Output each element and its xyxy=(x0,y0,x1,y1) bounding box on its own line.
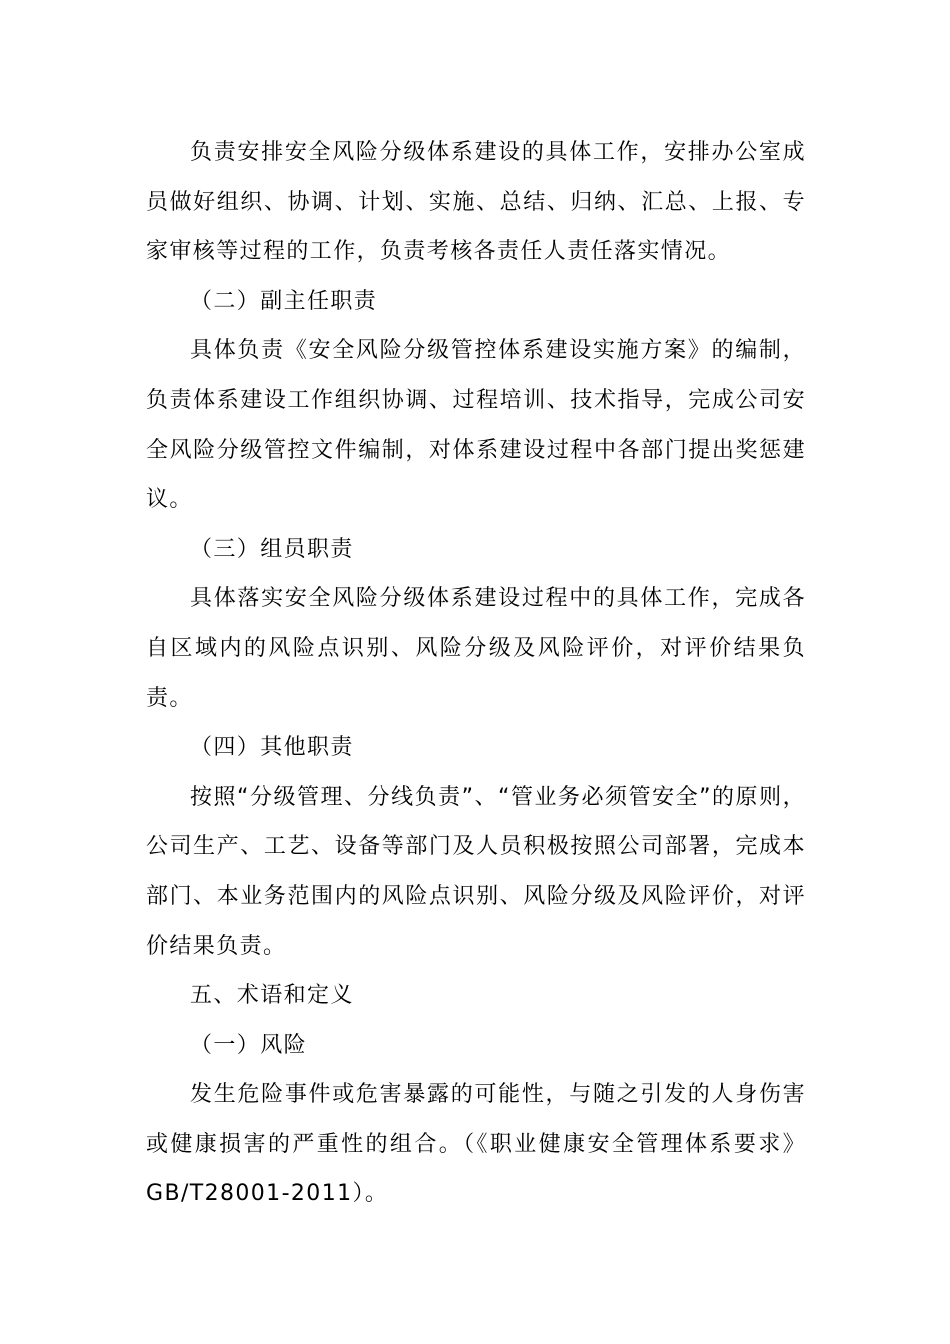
paragraph-office-director-duties: 负责安排安全风险分级体系建设的具体工作，安排办公室成员做好组织、协调、计划、实施、总结、归纳、汇总、上报、专家审核等过程的工作，负责考核各责任人责任落实情况。 xyxy=(146,140,806,265)
section-heading-deputy-director: （二）副主任职责 xyxy=(190,288,378,314)
paragraph-other-duties: 按照“分级管理、分线负责”、“管业务必须管安全”的原则，公司生产、工艺、设备等部门及人员积极按照公司部署，完成本部门、本业务范围内的风险点识别、风险分级及风险评价，对评价结果负责。 xyxy=(146,784,806,959)
paragraph-risk-definition: 发生危险事件或危害暴露的可能性，与随之引发的人身伤害或健康损害的严重性的组合。（《职业健康安全管理体系要求》GB/T28001-2011）。 xyxy=(146,1082,806,1207)
section-heading-risk: （一）风险 xyxy=(190,1032,308,1058)
section-heading-other-duties: （四）其他职责 xyxy=(190,735,354,761)
document-body xyxy=(146,128,806,1219)
section-heading-terms-definitions: 五、术语和定义 xyxy=(190,983,354,1009)
paragraph-members-duties: 具体落实安全风险分级体系建设过程中的具体工作，完成各自区域内的风险点识别、风险分级及风险评价，对评价结果负责。 xyxy=(146,586,806,711)
paragraph-deputy-director-duties: 具体负责《安全风险分级管控体系建设实施方案》的编制，负责体系建设工作组织协调、过程培训、技术指导，完成公司安全风险分级管控文件编制，对体系建设过程中各部门提出奖惩建议。 xyxy=(146,338,806,513)
section-heading-members: （三）组员职责 xyxy=(190,536,354,562)
